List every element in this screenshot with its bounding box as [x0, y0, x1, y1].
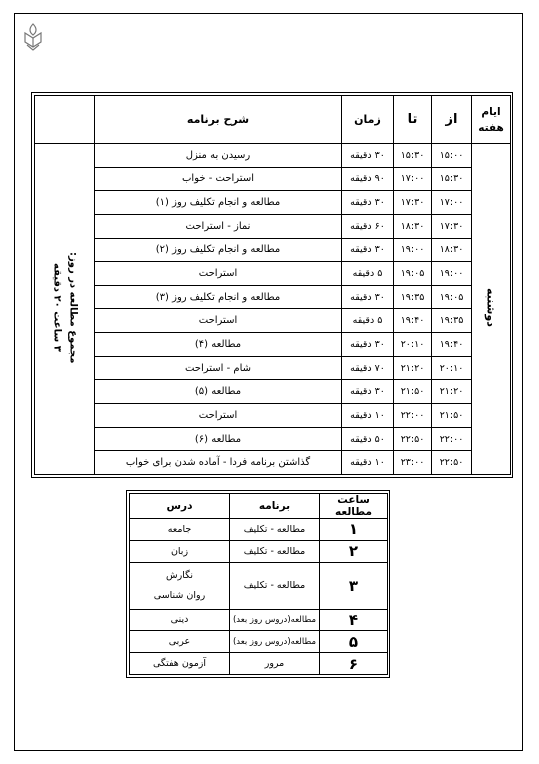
to-time: ۱۹:۴۰ — [394, 309, 432, 333]
table-row — [35, 238, 511, 262]
description: مطالعه و انجام تکلیف روز (۳) — [95, 285, 342, 309]
header-subject: درس — [130, 494, 230, 519]
description: گذاشتن برنامه فردا - آماده شدن برای خواب — [95, 451, 342, 475]
from-time: ۱۹:۴۰ — [432, 333, 472, 357]
to-time: ۲۱:۲۰ — [394, 356, 432, 380]
table-row — [130, 562, 388, 609]
study-subject — [130, 519, 230, 541]
total-study-value: ۳ ساعت ۲۰ دقیقه — [51, 263, 63, 352]
header-description: شرح برنامه — [95, 96, 342, 144]
from-time: ۱۵:۳۰ — [432, 167, 472, 191]
subject-line: آزمون هفتگی — [152, 658, 207, 670]
from-time: ۱۸:۳۰ — [432, 238, 472, 262]
from-time: ۱۹:۳۵ — [432, 309, 472, 333]
description: استراحت — [95, 404, 342, 428]
from-time: ۲۰:۱۰ — [432, 356, 472, 380]
duration: ۳۰ دقیقه — [342, 333, 394, 357]
from-time: ۱۷:۳۰ — [432, 214, 472, 238]
day-cell — [472, 144, 511, 475]
duration: ۵ دقیقه — [342, 262, 394, 286]
study-slot: ۴ — [320, 609, 388, 631]
table-row — [130, 631, 388, 653]
study-program: مرور — [230, 653, 320, 675]
description: استراحت — [95, 262, 342, 286]
from-time: ۲۱:۵۰ — [432, 404, 472, 428]
table-row — [130, 519, 388, 541]
description: استراحت — [95, 309, 342, 333]
table-row — [35, 191, 511, 215]
description: مطالعه و انجام تکلیف روز (۱) — [95, 191, 342, 215]
duration: ۷۰ دقیقه — [342, 356, 394, 380]
table-row — [35, 404, 511, 428]
duration: ۳۰ دقیقه — [342, 380, 394, 404]
study-subject — [130, 540, 230, 562]
description: مطالعه (۴) — [95, 333, 342, 357]
header-blank — [35, 96, 95, 144]
table-row — [35, 309, 511, 333]
table-row — [35, 167, 511, 191]
description: شام - استراحت — [95, 356, 342, 380]
study-subject — [130, 609, 230, 631]
table-row — [130, 609, 388, 631]
to-time: ۱۹:۳۵ — [394, 285, 432, 309]
study-slot: ۵ — [320, 631, 388, 653]
duration: ۳۰ دقیقه — [342, 285, 394, 309]
subject-line: نگارش — [166, 569, 193, 581]
description: مطالعه و انجام تکلیف روز (۲) — [95, 238, 342, 262]
subject-line: زبان — [170, 545, 189, 557]
to-time: ۲۱:۵۰ — [394, 380, 432, 404]
header-to: تا — [394, 96, 432, 144]
table-row — [35, 262, 511, 286]
description: استراحت - خواب — [95, 167, 342, 191]
study-program: مطالعه - تکلیف — [230, 519, 320, 541]
table-row — [35, 333, 511, 357]
study-slot: ۳ — [320, 562, 388, 609]
duration: ۳۰ دقیقه — [342, 144, 394, 168]
total-cell — [35, 144, 95, 475]
subject-line: دینی — [170, 614, 189, 626]
from-time: ۱۹:۰۵ — [432, 285, 472, 309]
header-program: برنامه — [230, 494, 320, 519]
study-slot: ۱ — [320, 519, 388, 541]
to-time: ۲۲:۵۰ — [394, 427, 432, 451]
schedule-table — [34, 95, 511, 475]
table-row — [35, 451, 511, 475]
from-time: ۲۱:۲۰ — [432, 380, 472, 404]
subject-line: عربی — [168, 636, 191, 648]
table-row — [35, 380, 511, 404]
study-subject — [130, 653, 230, 675]
header-study-slot: ساعت مطالعه — [320, 494, 388, 519]
duration: ۵۰ دقیقه — [342, 427, 394, 451]
table-row — [35, 285, 511, 309]
table-row — [35, 214, 511, 238]
duration: ۳۰ دقیقه — [342, 191, 394, 215]
duration: ۹۰ دقیقه — [342, 167, 394, 191]
duration: ۳۰ دقیقه — [342, 238, 394, 262]
to-time: ۲۲:۰۰ — [394, 404, 432, 428]
study-program: مطالعه(دروس روز بعد) — [230, 631, 320, 653]
to-time: ۲۳:۰۰ — [394, 451, 432, 475]
study-subject — [130, 562, 230, 609]
from-time: ۱۹:۰۰ — [432, 262, 472, 286]
description: مطالعه (۵) — [95, 380, 342, 404]
total-study-label — [49, 252, 81, 363]
description: رسیدن به منزل — [95, 144, 342, 168]
to-time: ۱۵:۳۰ — [394, 144, 432, 168]
header-duration: زمان — [342, 96, 394, 144]
duration: ۱۰ دقیقه — [342, 451, 394, 475]
to-time: ۱۸:۳۰ — [394, 214, 432, 238]
from-time: ۱۵:۰۰ — [432, 144, 472, 168]
header-days: ایام هفته — [472, 96, 511, 144]
duration: ۵ دقیقه — [342, 309, 394, 333]
to-time: ۲۰:۱۰ — [394, 333, 432, 357]
study-subject — [130, 631, 230, 653]
from-time: ۲۲:۰۰ — [432, 427, 472, 451]
study-slot: ۶ — [320, 653, 388, 675]
header-from: از — [432, 96, 472, 144]
to-time: ۱۷:۳۰ — [394, 191, 432, 215]
subject-line: روان شناسی — [153, 589, 206, 601]
table-row — [130, 653, 388, 675]
study-program: مطالعه(دروس روز بعد) — [230, 609, 320, 631]
description: نماز - استراحت — [95, 214, 342, 238]
table-row — [35, 427, 511, 451]
study-table-frame — [126, 490, 390, 678]
total-study-title: مجموع مطالعه در روز: — [67, 251, 79, 364]
table-row — [35, 356, 511, 380]
table-row — [130, 540, 388, 562]
schedule-table-frame — [31, 92, 513, 478]
study-slot: ۲ — [320, 540, 388, 562]
subject-line: جامعه — [167, 523, 192, 535]
study-program: مطالعه - تکلیف — [230, 562, 320, 609]
table-row — [35, 144, 511, 168]
duration: ۶۰ دقیقه — [342, 214, 394, 238]
logo-icon — [22, 22, 44, 52]
to-time: ۱۹:۰۵ — [394, 262, 432, 286]
from-time: ۲۲:۵۰ — [432, 451, 472, 475]
duration: ۱۰ دقیقه — [342, 404, 394, 428]
study-program: مطالعه - تکلیف — [230, 540, 320, 562]
day-label: دوشنبه — [484, 288, 498, 327]
study-table — [129, 493, 388, 675]
from-time: ۱۷:۰۰ — [432, 191, 472, 215]
to-time: ۱۷:۰۰ — [394, 167, 432, 191]
to-time: ۱۹:۰۰ — [394, 238, 432, 262]
description: مطالعه (۶) — [95, 427, 342, 451]
